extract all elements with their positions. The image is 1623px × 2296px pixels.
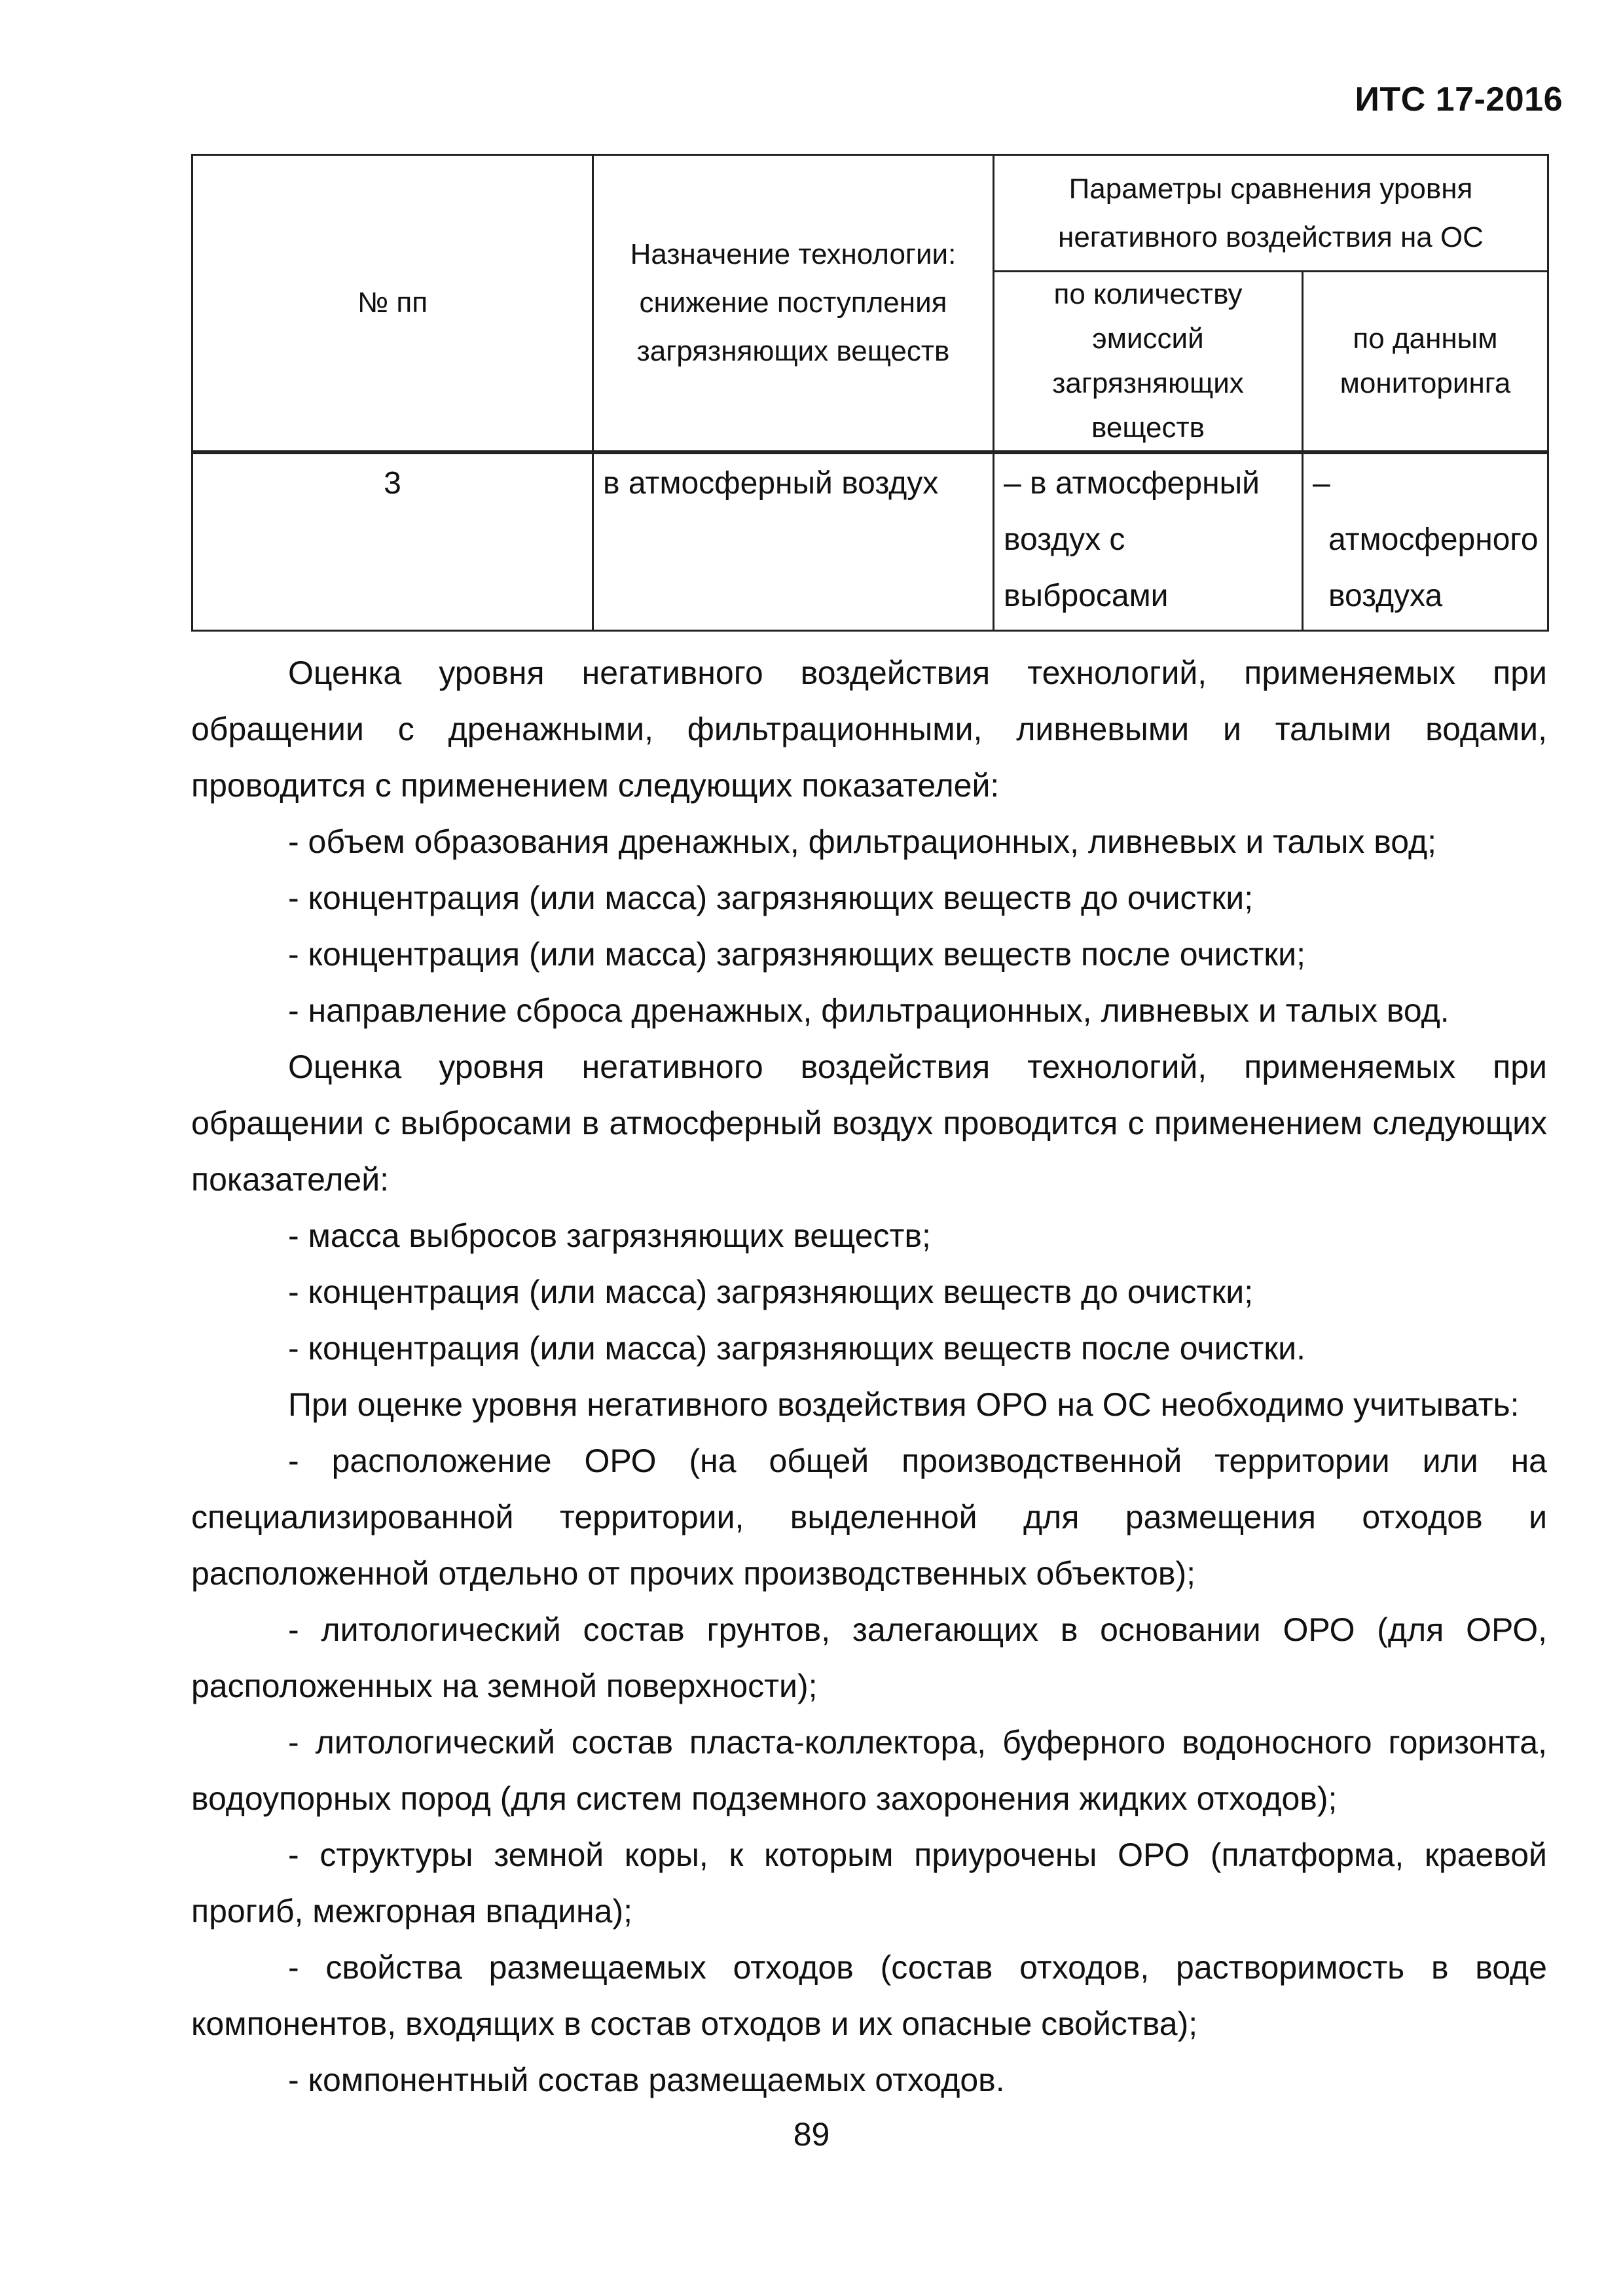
cell-emissions: – в атмосферный воздух с выбросами [994,452,1303,631]
cell-monitoring [1303,452,1548,631]
header-cell-purpose: Назначение технологии: снижение поступления загрязняющих веществ [593,155,994,453]
cell-monitoring-dash: – [1313,466,1330,501]
page-number: 89 [793,2116,830,2153]
paragraph: Оценка уровня негативного воздействия технологий, применяемых при обращении с выбросами в атмосферный воздух проводится с применением следующих показателей: [191,1049,1547,1198]
paragraph: Оценка уровня негативного воздействия технологий, применяемых при обращении с дренажными, фильтрационными, ливневыми и талыми водами, проводится с применением следующих показателей: [191,655,1547,804]
header-cell-monitoring: по данным мониторинга [1303,272,1548,453]
list-item: - литологический состав пласта-коллектора, буферного водоносного горизонта, водоупорных пород (для систем подземного захоронения жидких отходов); [191,1724,1547,1817]
header-cell-emissions: по количеству эмиссий загрязняющих веществ [994,272,1303,453]
table-row [192,452,1548,631]
paragraph: При оценке уровня негативного воздействия ОРО на ОС необходимо учитывать: [288,1386,1520,1423]
cell-monitoring-text: атмосферного воздуха [1328,522,1539,613]
list-item: - концентрация (или масса) загрязняющих веществ после очистки; [288,936,1306,973]
header-cell-params: Параметры сравнения уровня негативного воздействия на ОС [994,155,1548,272]
body-text [191,645,1547,2108]
list-item: - масса выбросов загрязняющих веществ; [288,1217,931,1254]
header-cell-number: № пп [192,155,593,453]
list-item: - объем образования дренажных, фильтрационных, ливневых и талых вод; [288,823,1437,860]
list-item: - направление сброса дренажных, фильтрационных, ливневых и талых вод. [288,992,1450,1029]
list-item: - структуры земной коры, к которым приурочены ОРО (платформа, краевой прогиб, межгорная впадина); [191,1837,1547,1929]
cell-number: 3 [192,452,593,631]
comparison-table [191,154,1549,632]
list-item: - расположение ОРО (на общей производственной территории или на специализированной территории, выделенной для размещения отходов и расположенной отдельно от прочих производственных объектов); [191,1443,1547,1592]
list-item: - концентрация (или масса) загрязняющих веществ до очистки; [288,880,1254,916]
list-item: - компонентный состав размещаемых отходов. [288,2062,1005,2098]
list-item: - концентрация (или масса) загрязняющих веществ до очистки; [288,1274,1254,1310]
list-item: - концентрация (или масса) загрязняющих веществ после очистки. [288,1330,1306,1367]
list-item: - литологический состав грунтов, залегающих в основании ОРО (для ОРО, расположенных на земной поверхности); [191,1611,1547,1704]
cell-purpose: в атмосферный воздух [593,452,994,631]
table-header-row [192,155,1548,272]
list-item: - свойства размещаемых отходов (состав отходов, растворимость в воде компонентов, входящих в состав отходов и их опасные свойства); [191,1949,1547,2042]
document-code: ИТС 17-2016 [1355,81,1563,118]
